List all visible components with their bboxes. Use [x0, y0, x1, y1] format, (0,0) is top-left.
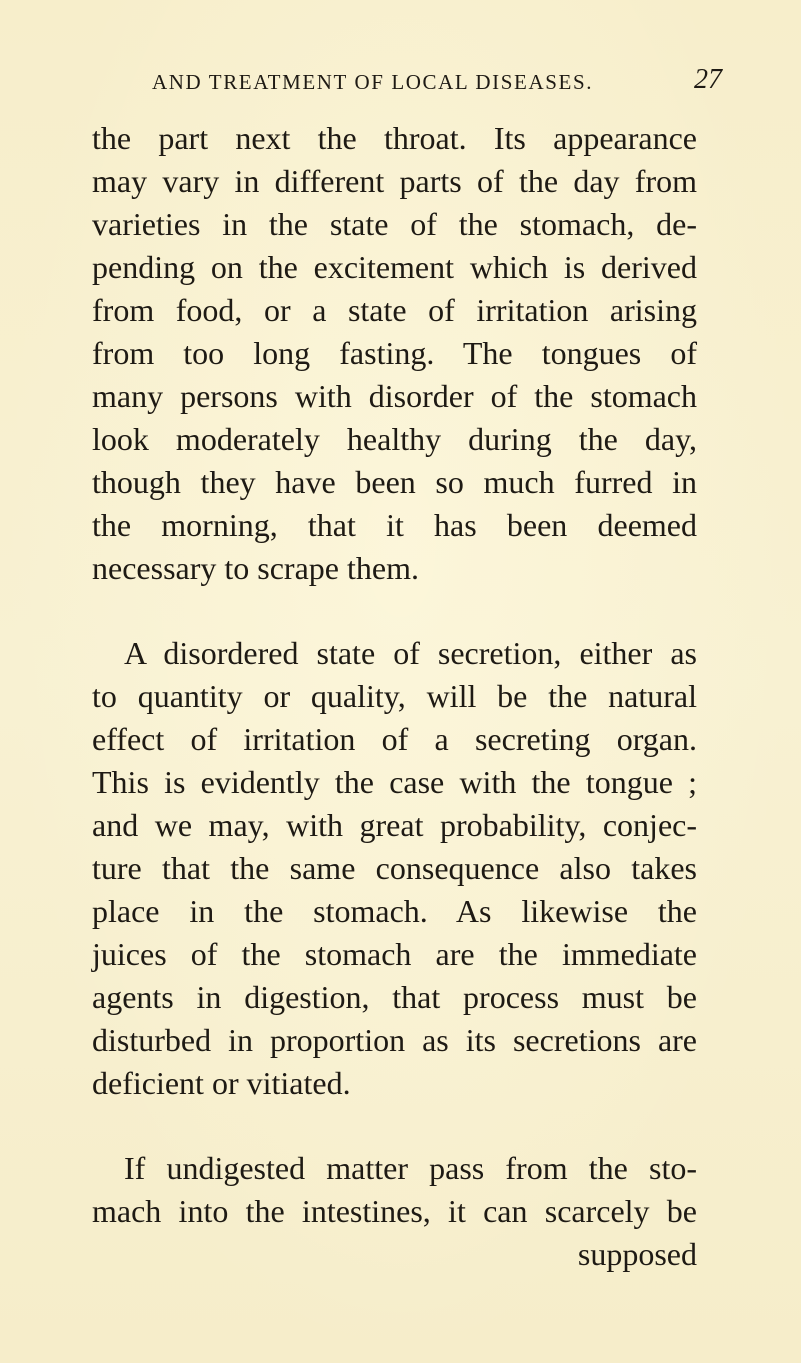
text-line: many persons with disorder of the stomach: [92, 378, 697, 414]
text-line: effect of irritation of a secreting organ.: [92, 721, 697, 757]
text-line: from too long fasting. The tongues of: [92, 335, 697, 371]
text-line: This is evidently the case with the tongue ;: [92, 764, 697, 800]
text-line: the part next the throat. Its appearance: [92, 120, 697, 156]
text-line: though they have been so much furred in: [92, 464, 697, 500]
text-line: may vary in different parts of the day from: [92, 163, 697, 199]
text-line: necessary to scrape them.: [92, 550, 419, 586]
text-line: look moderately healthy during the day,: [92, 421, 697, 457]
text-line: the morning, that it has been deemed: [92, 507, 697, 543]
text-line: place in the stomach. As likewise the: [92, 893, 697, 929]
text-line: agents in digestion, that process must be: [92, 979, 697, 1015]
catchword: supposed: [577, 1236, 697, 1272]
running-head: [152, 64, 722, 96]
page-number: 27: [694, 64, 722, 95]
text-line: juices of the stomach are the immediate: [92, 936, 697, 972]
text-line: A disordered state of secretion, either as: [124, 635, 697, 671]
text-line: to quantity or quality, will be the natural: [92, 678, 697, 714]
text-line: deficient or vitiated.: [92, 1065, 351, 1101]
text-line: mach into the intestines, it can scarcely be: [92, 1193, 697, 1229]
running-head-title: AND TREATMENT OF LOCAL DISEASES.: [152, 70, 594, 94]
text-line: and we may, with great probability, conjec-: [92, 807, 697, 843]
text-line: disturbed in proportion as its secretions are: [92, 1022, 697, 1058]
text-line: varieties in the state of the stomach, de-: [92, 206, 697, 242]
text-line: ture that the same consequence also takes: [92, 850, 697, 886]
text-line: from food, or a state of irritation arising: [92, 292, 697, 328]
text-line: If undigested matter pass from the sto-: [124, 1150, 697, 1186]
text-line: pending on the excitement which is derived: [92, 249, 697, 285]
